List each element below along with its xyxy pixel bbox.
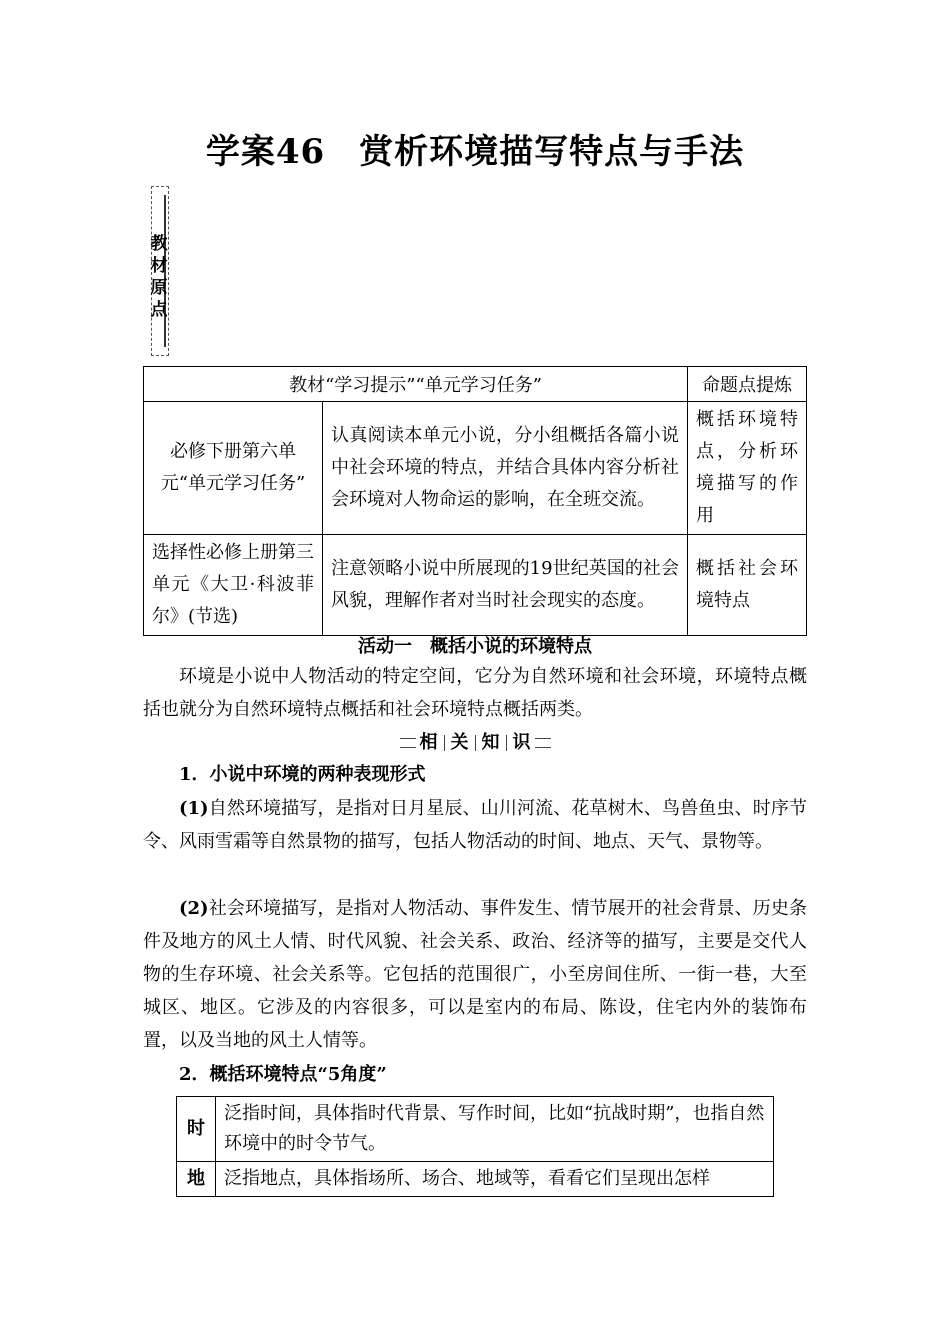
source-table bbox=[143, 366, 807, 636]
table-header-point: 命题点提炼 bbox=[688, 367, 807, 402]
angles-table bbox=[176, 1096, 774, 1197]
section-char: 识 bbox=[512, 732, 531, 753]
table-row bbox=[144, 402, 807, 535]
decor-lines-left bbox=[400, 738, 416, 748]
paragraph-text: 自然环境描写，是指对日月星辰、山川河流、花草树木、鸟兽鱼虫、时序节令、风雨雪霜等自然景物的描写，包括人物活动的时间、地点、天气、景物等。 bbox=[143, 798, 807, 852]
angle-text: 泛指地点，具体指场所、场合、地域等，看看它们呈现出怎样 bbox=[216, 1162, 774, 1197]
section-separator bbox=[475, 735, 476, 751]
angle-text: 泛指时间，具体指时代背景、写作时间，比如“抗战时期”，也指自然环境中的时令节气。 bbox=[216, 1097, 774, 1162]
table-header-row bbox=[144, 367, 807, 402]
intro-paragraph: 环境是小说中人物活动的特定空间，它分为自然环境和社会环境，环境特点概括也就分为自然环境特点概括和社会环境特点概括两类。 bbox=[143, 666, 807, 720]
section-separator bbox=[444, 735, 445, 751]
activity-heading bbox=[0, 632, 950, 658]
section-char: 知 bbox=[481, 732, 500, 753]
table-cell-content: 注意领略小说中所展现的19世纪英国的社会风貌，理解作者对当时社会现实的态度。 bbox=[323, 535, 688, 636]
angle-key: 地 bbox=[177, 1162, 216, 1197]
paragraph-social-environment bbox=[143, 892, 807, 1057]
page-title bbox=[0, 124, 950, 173]
section-char: 相 bbox=[419, 732, 438, 753]
item1-heading: 1．小说中环境的两种表现形式 bbox=[179, 764, 426, 785]
paragraph-text: 社会环境描写，是指对人物活动、事件发生、情节展开的社会背景、历史条件及地方的风土人情、时代风貌、社会关系、政治、经济等的描写，主要是交代人物的生存环境、社会关系等。它包括的范围很广，小至房间住所、一街一巷，大至城区、地区。它涉及的内容很多，可以是室内的布局、陈设，住宅内外的装饰布置，以及当地的风土人情等。 bbox=[143, 898, 807, 1051]
paragraph-label: (1) bbox=[179, 798, 209, 819]
section-separator bbox=[506, 735, 507, 751]
section-heading bbox=[0, 728, 950, 754]
activity-title: 概括小说的环境特点 bbox=[430, 636, 592, 657]
table-cell-point: 概括环境特点，分析环境描写的作用 bbox=[688, 402, 807, 535]
title-text: 赏析环境描写特点与手法 bbox=[359, 132, 745, 172]
table-row bbox=[177, 1162, 774, 1197]
table-cell-source: 选择性必修上册第三单元《大卫·科波菲尔》(节选) bbox=[144, 535, 323, 636]
decor-lines-right bbox=[535, 738, 551, 748]
angle-key: 时 bbox=[177, 1097, 216, 1162]
title-number: 学案46 bbox=[205, 132, 326, 172]
side-tab-label: 教材原点 bbox=[150, 234, 168, 320]
table-cell-point: 概括社会环境特点 bbox=[688, 535, 807, 636]
table-row bbox=[177, 1097, 774, 1162]
side-tab bbox=[151, 186, 169, 356]
table-cell-content: 认真阅读本单元小说，分小组概括各篇小说中社会环境的特点，并结合具体内容分析社会环境对人物命运的影响，在全班交流。 bbox=[323, 402, 688, 535]
paragraph-label: (2) bbox=[179, 898, 209, 919]
paragraph-natural-environment bbox=[143, 792, 807, 858]
table-row bbox=[144, 535, 807, 636]
table-header-source: 教材“学习提示”“单元学习任务” bbox=[144, 367, 688, 402]
section-char: 关 bbox=[450, 732, 469, 753]
table-cell-source: 必修下册第六单元“单元学习任务” bbox=[144, 402, 323, 535]
activity-label: 活动一 bbox=[358, 636, 412, 657]
item2-heading: 2．概括环境特点“5角度” bbox=[179, 1064, 387, 1085]
